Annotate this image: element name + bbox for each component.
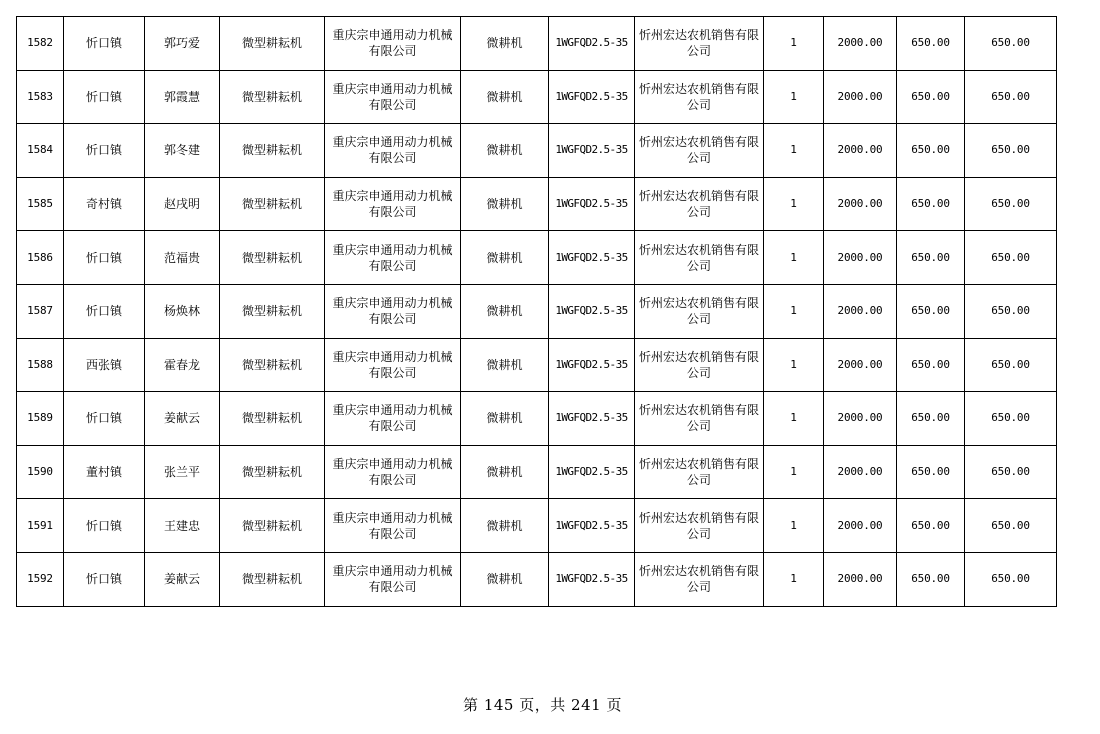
cell-machine-category: 微耕机 (461, 70, 549, 124)
table-body (17, 17, 1057, 607)
cell-manufacturer: 重庆宗申通用动力机械有限公司 (325, 338, 461, 392)
cell-machine-item: 微型耕耘机 (220, 177, 325, 231)
cell-quantity: 1 (764, 124, 824, 178)
subsidy-table (16, 16, 1057, 607)
cell-machine-category: 微耕机 (461, 338, 549, 392)
cell-unit-subsidy: 650.00 (897, 499, 965, 553)
cell-price: 2000.00 (824, 445, 897, 499)
cell-model: 1WGFQD2.5-35 (549, 231, 635, 285)
table-row (17, 177, 1057, 231)
cell-total-subsidy: 650.00 (965, 231, 1057, 285)
cell-dealer: 忻州宏达农机销售有限公司 (635, 124, 764, 178)
cell-manufacturer: 重庆宗申通用动力机械有限公司 (325, 445, 461, 499)
cell-manufacturer: 重庆宗申通用动力机械有限公司 (325, 177, 461, 231)
cell-town: 董村镇 (64, 445, 145, 499)
table-row (17, 392, 1057, 446)
cell-manufacturer: 重庆宗申通用动力机械有限公司 (325, 17, 461, 71)
cell-price: 2000.00 (824, 392, 897, 446)
cell-total-subsidy: 650.00 (965, 392, 1057, 446)
cell-quantity: 1 (764, 70, 824, 124)
cell-model: 1WGFQD2.5-35 (549, 177, 635, 231)
table-row (17, 445, 1057, 499)
cell-town: 忻口镇 (64, 17, 145, 71)
cell-serial-number: 1583 (17, 70, 64, 124)
cell-manufacturer: 重庆宗申通用动力机械有限公司 (325, 284, 461, 338)
cell-serial-number: 1585 (17, 177, 64, 231)
cell-town: 奇村镇 (64, 177, 145, 231)
table-row (17, 17, 1057, 71)
cell-machine-category: 微耕机 (461, 177, 549, 231)
cell-unit-subsidy: 650.00 (897, 124, 965, 178)
cell-machine-category: 微耕机 (461, 445, 549, 499)
cell-unit-subsidy: 650.00 (897, 338, 965, 392)
cell-price: 2000.00 (824, 70, 897, 124)
table-row (17, 284, 1057, 338)
cell-total-subsidy: 650.00 (965, 17, 1057, 71)
cell-buyer-name: 范福贵 (145, 231, 220, 285)
cell-serial-number: 1582 (17, 17, 64, 71)
cell-unit-subsidy: 650.00 (897, 552, 965, 606)
cell-dealer: 忻州宏达农机销售有限公司 (635, 17, 764, 71)
cell-manufacturer: 重庆宗申通用动力机械有限公司 (325, 70, 461, 124)
cell-dealer: 忻州宏达农机销售有限公司 (635, 338, 764, 392)
cell-model: 1WGFQD2.5-35 (549, 124, 635, 178)
cell-dealer: 忻州宏达农机销售有限公司 (635, 392, 764, 446)
cell-serial-number: 1587 (17, 284, 64, 338)
cell-machine-category: 微耕机 (461, 392, 549, 446)
cell-manufacturer: 重庆宗申通用动力机械有限公司 (325, 392, 461, 446)
cell-buyer-name: 张兰平 (145, 445, 220, 499)
cell-buyer-name: 霍春龙 (145, 338, 220, 392)
table-row (17, 124, 1057, 178)
cell-price: 2000.00 (824, 124, 897, 178)
cell-manufacturer: 重庆宗申通用动力机械有限公司 (325, 231, 461, 285)
cell-price: 2000.00 (824, 177, 897, 231)
table-row (17, 552, 1057, 606)
cell-town: 忻口镇 (64, 284, 145, 338)
cell-town: 忻口镇 (64, 392, 145, 446)
cell-quantity: 1 (764, 231, 824, 285)
cell-machine-item: 微型耕耘机 (220, 445, 325, 499)
cell-serial-number: 1588 (17, 338, 64, 392)
cell-manufacturer: 重庆宗申通用动力机械有限公司 (325, 124, 461, 178)
cell-dealer: 忻州宏达农机销售有限公司 (635, 445, 764, 499)
cell-town: 忻口镇 (64, 552, 145, 606)
cell-model: 1WGFQD2.5-35 (549, 445, 635, 499)
cell-buyer-name: 杨焕林 (145, 284, 220, 338)
cell-town: 忻口镇 (64, 70, 145, 124)
footer-middle: 页，共 (519, 696, 566, 714)
page-number-footer (0, 694, 1085, 715)
cell-model: 1WGFQD2.5-35 (549, 70, 635, 124)
cell-total-subsidy: 650.00 (965, 338, 1057, 392)
cell-buyer-name: 赵戌明 (145, 177, 220, 231)
cell-dealer: 忻州宏达农机销售有限公司 (635, 284, 764, 338)
table-row (17, 499, 1057, 553)
cell-serial-number: 1589 (17, 392, 64, 446)
cell-town: 西张镇 (64, 338, 145, 392)
cell-model: 1WGFQD2.5-35 (549, 499, 635, 553)
cell-machine-item: 微型耕耘机 (220, 284, 325, 338)
cell-quantity: 1 (764, 552, 824, 606)
cell-price: 2000.00 (824, 338, 897, 392)
cell-machine-item: 微型耕耘机 (220, 392, 325, 446)
cell-price: 2000.00 (824, 499, 897, 553)
footer-prefix: 第 (463, 696, 479, 714)
cell-machine-category: 微耕机 (461, 552, 549, 606)
cell-model: 1WGFQD2.5-35 (549, 552, 635, 606)
cell-model: 1WGFQD2.5-35 (549, 338, 635, 392)
cell-manufacturer: 重庆宗申通用动力机械有限公司 (325, 499, 461, 553)
cell-model: 1WGFQD2.5-35 (549, 17, 635, 71)
cell-machine-item: 微型耕耘机 (220, 499, 325, 553)
cell-model: 1WGFQD2.5-35 (549, 392, 635, 446)
cell-total-subsidy: 650.00 (965, 284, 1057, 338)
cell-price: 2000.00 (824, 552, 897, 606)
cell-unit-subsidy: 650.00 (897, 445, 965, 499)
table-row (17, 338, 1057, 392)
cell-machine-category: 微耕机 (461, 284, 549, 338)
cell-serial-number: 1590 (17, 445, 64, 499)
cell-total-subsidy: 650.00 (965, 177, 1057, 231)
cell-quantity: 1 (764, 338, 824, 392)
cell-town: 忻口镇 (64, 231, 145, 285)
cell-machine-category: 微耕机 (461, 17, 549, 71)
cell-price: 2000.00 (824, 231, 897, 285)
cell-unit-subsidy: 650.00 (897, 231, 965, 285)
cell-town: 忻口镇 (64, 499, 145, 553)
cell-serial-number: 1591 (17, 499, 64, 553)
cell-dealer: 忻州宏达农机销售有限公司 (635, 552, 764, 606)
cell-dealer: 忻州宏达农机销售有限公司 (635, 177, 764, 231)
cell-unit-subsidy: 650.00 (897, 392, 965, 446)
cell-quantity: 1 (764, 17, 824, 71)
cell-machine-item: 微型耕耘机 (220, 231, 325, 285)
cell-total-subsidy: 650.00 (965, 552, 1057, 606)
cell-buyer-name: 郭巧爱 (145, 17, 220, 71)
cell-buyer-name: 郭霞慧 (145, 70, 220, 124)
cell-unit-subsidy: 650.00 (897, 284, 965, 338)
cell-buyer-name: 王建忠 (145, 499, 220, 553)
cell-unit-subsidy: 650.00 (897, 17, 965, 71)
cell-serial-number: 1592 (17, 552, 64, 606)
cell-machine-category: 微耕机 (461, 499, 549, 553)
cell-dealer: 忻州宏达农机销售有限公司 (635, 499, 764, 553)
cell-model: 1WGFQD2.5-35 (549, 284, 635, 338)
cell-serial-number: 1586 (17, 231, 64, 285)
cell-quantity: 1 (764, 392, 824, 446)
cell-quantity: 1 (764, 499, 824, 553)
cell-quantity: 1 (764, 284, 824, 338)
cell-price: 2000.00 (824, 284, 897, 338)
cell-machine-category: 微耕机 (461, 124, 549, 178)
cell-machine-category: 微耕机 (461, 231, 549, 285)
cell-town: 忻口镇 (64, 124, 145, 178)
cell-machine-item: 微型耕耘机 (220, 17, 325, 71)
cell-buyer-name: 郭冬建 (145, 124, 220, 178)
footer-total-pages: 241 (571, 696, 602, 714)
cell-machine-item: 微型耕耘机 (220, 552, 325, 606)
footer-suffix: 页 (606, 696, 622, 714)
cell-machine-item: 微型耕耘机 (220, 124, 325, 178)
cell-total-subsidy: 650.00 (965, 445, 1057, 499)
cell-dealer: 忻州宏达农机销售有限公司 (635, 231, 764, 285)
cell-buyer-name: 姜献云 (145, 552, 220, 606)
cell-dealer: 忻州宏达农机销售有限公司 (635, 70, 764, 124)
cell-total-subsidy: 650.00 (965, 499, 1057, 553)
table-row (17, 231, 1057, 285)
cell-serial-number: 1584 (17, 124, 64, 178)
cell-unit-subsidy: 650.00 (897, 70, 965, 124)
table-row (17, 70, 1057, 124)
cell-machine-item: 微型耕耘机 (220, 70, 325, 124)
cell-manufacturer: 重庆宗申通用动力机械有限公司 (325, 552, 461, 606)
cell-quantity: 1 (764, 177, 824, 231)
cell-total-subsidy: 650.00 (965, 70, 1057, 124)
cell-quantity: 1 (764, 445, 824, 499)
cell-unit-subsidy: 650.00 (897, 177, 965, 231)
cell-machine-item: 微型耕耘机 (220, 338, 325, 392)
cell-buyer-name: 姜献云 (145, 392, 220, 446)
cell-total-subsidy: 650.00 (965, 124, 1057, 178)
footer-current-page: 145 (483, 696, 514, 714)
cell-price: 2000.00 (824, 17, 897, 71)
